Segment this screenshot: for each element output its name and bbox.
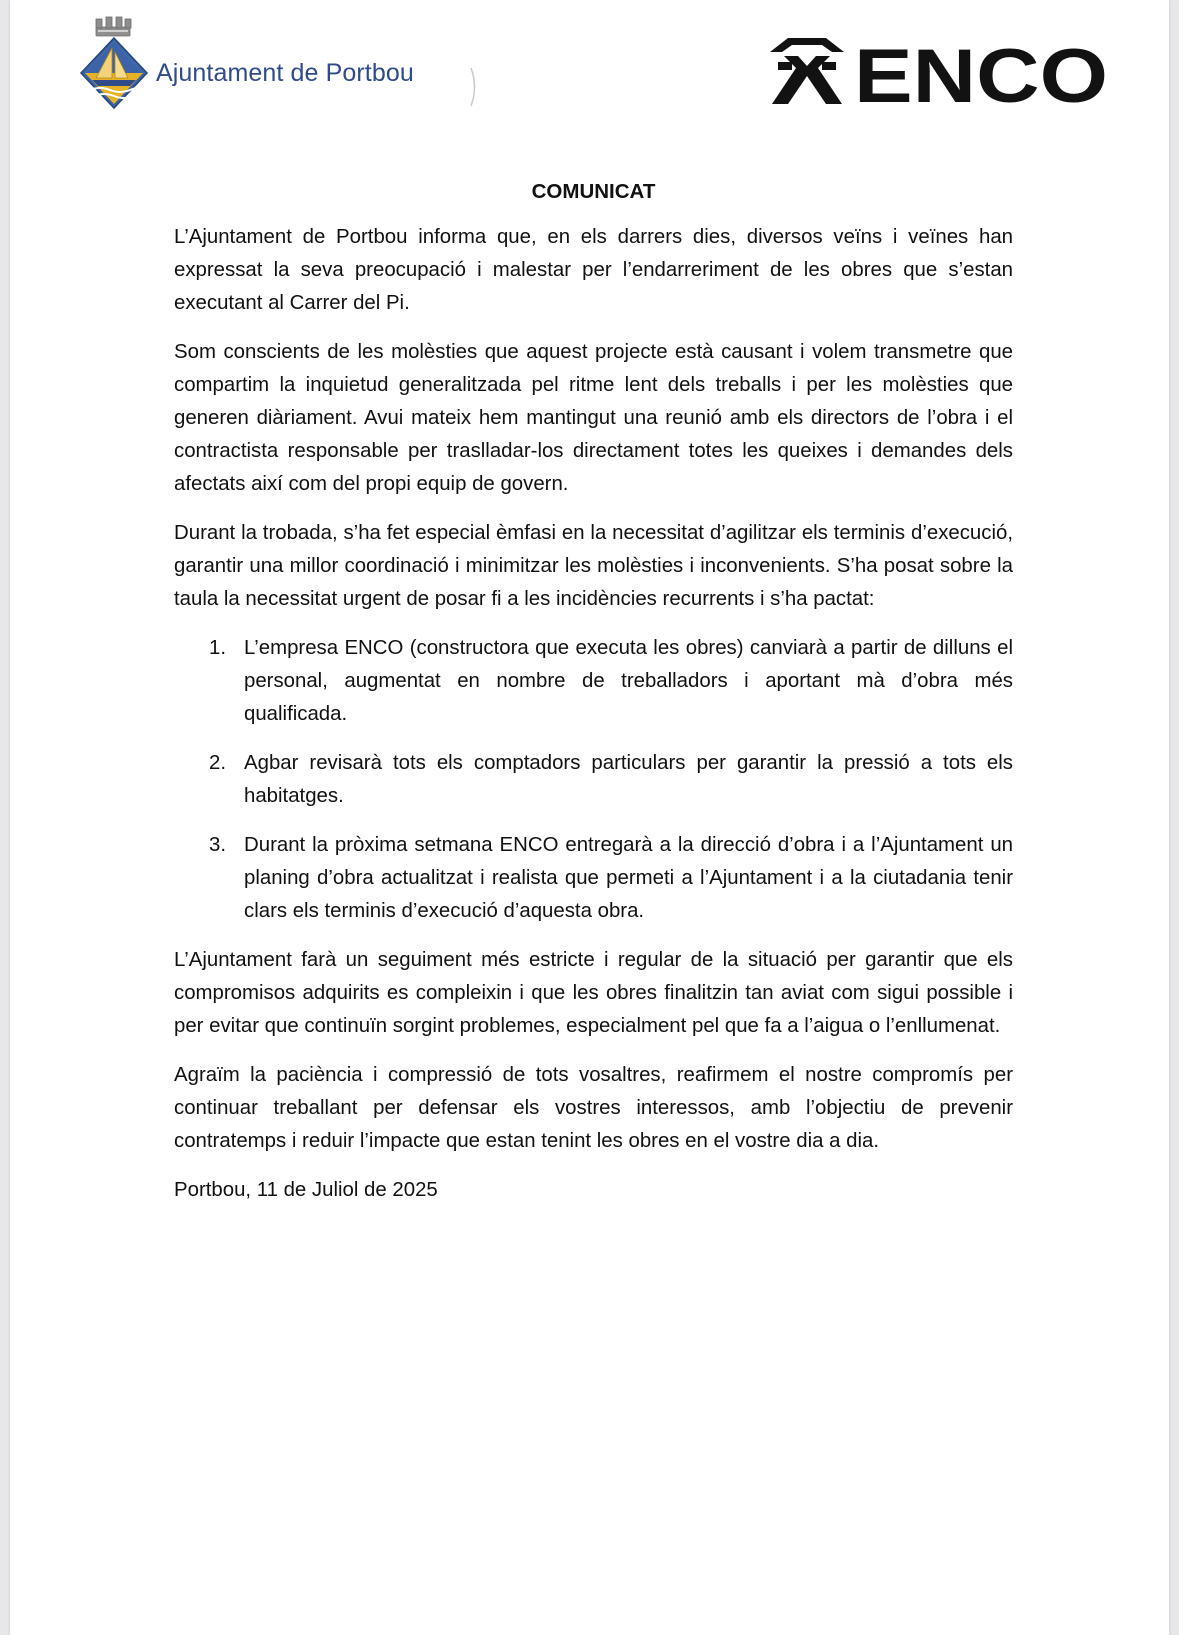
agreements-list <box>174 632 1013 928</box>
paragraph: L’Ajuntament farà un seguiment més estricte i regular de la situació per garantir que els compromisos adquirits es compleixin i que les obres finalitzin tan aviat com sigui possible i per evitar que continuïn sorgint problemes, especialment pel que fa a l’aigua o l’enllumenat. <box>174 949 1013 1037</box>
document-title: COMUNICAT <box>531 180 656 203</box>
paragraph: Som conscients de les molèsties que aquest projecte està causant i volem transmetre que compartim la inquietud generalitzada pel ritme lent dels treballs i per les molèsties que generen diàriament. Avui mateix hem mantingut una reunió amb els directors de l’obra i el contractista responsable per traslladar-los directament totes les queixes i demandes dels afectats així com del propi equip de govern. <box>174 341 1013 495</box>
paragraph: Agraïm la paciència i compressió de tots vosaltres, reafirmem el nostre compromís per continuar treballant per defensar els vostres interessos, amb l’objectiu de prevenir contratemps i reduir l’impacte que estan tenint les obres en el vostre dia a dia. <box>174 1064 1013 1152</box>
paragraph: L’Ajuntament de Portbou informa que, en els darrers dies, diversos veïns i veïnes han expressat la seva preocupació i malestar per l’endarreriment de les obres que s’estan executant al Carrer del Pi. <box>174 226 1013 314</box>
document-body <box>174 178 1013 1207</box>
enco-logo-text: ENCO <box>854 38 1108 104</box>
header-divider <box>469 66 479 108</box>
council-name: Ajuntament de Portbou <box>156 59 414 87</box>
list-item <box>174 632 1013 731</box>
list-item-text: Agbar revisarà tots els comptadors particulars per garantir la pressió a tots els habitatges. <box>244 752 1013 807</box>
list-item <box>174 829 1013 928</box>
paragraph: Durant la trobada, s’ha fet especial èmfasi en la necessitat d’agilitzar els terminis d’execució, garantir una millor coordinació i minimitzar les molèsties i inconvenients. S’ha posat sobre la taula la necessitat urgent de posar fi a les incidències recurrents i s’ha pactat: <box>174 522 1013 610</box>
list-item-text: Durant la pròxima setmana ENCO entregarà a la direcció d’obra i a l’Ajuntament un planing d’obra actualitzat i realista que permeti a l’Ajuntament i a la ciutadania tenir clars els terminis d’execució d’aquesta obra. <box>244 834 1013 922</box>
list-number: 1. <box>209 637 227 659</box>
list-number: 2. <box>209 752 227 774</box>
list-item <box>174 747 1013 813</box>
coat-of-arms-icon <box>76 16 152 112</box>
enco-logo-icon <box>770 38 1110 104</box>
list-item-text: L’empresa ENCO (constructora que executa les obres) canviarà a partir de dilluns el personal, augmentat en nombre de treballadors i aportant mà d’obra més qualificada. <box>244 637 1013 725</box>
letterhead <box>10 0 1169 130</box>
list-number: 3. <box>209 834 227 856</box>
document-page <box>10 0 1169 1635</box>
place-and-date: Portbou, 11 de Juliol de 2025 <box>174 1179 438 1201</box>
